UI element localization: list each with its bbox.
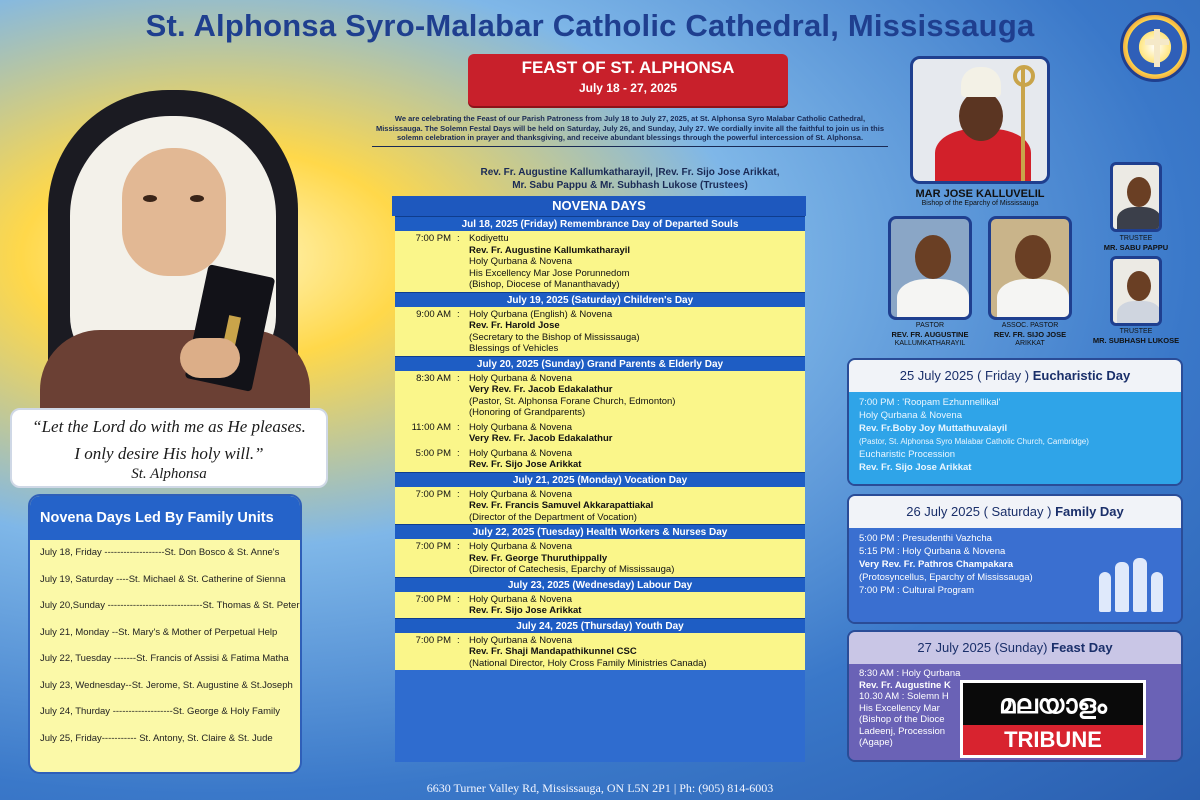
family-icon [1133,558,1147,612]
panel-line: Rev. Fr. Augustine K [859,679,951,691]
panel-line: 5:15 PM : Holy Qurbana & Novena [859,546,1006,557]
event-time: 8:30 AM [416,372,451,384]
event-line: Blessings of Vehicles [469,343,559,354]
panel-line: (Protosyncellus, Eparchy of Mississauga) [859,572,1033,583]
time-separator: : [457,541,460,552]
assoc-caption [970,321,1090,348]
assoc-pastor-photo [988,216,1072,320]
panel-label: Feast Day [1051,640,1113,655]
novena-day-body [395,307,805,356]
event-line: Holy Qurbana & Novena [469,372,572,384]
panel-line: His Excellency Mar [859,702,940,714]
family-units-header: Novena Days Led By Family Units [30,496,300,540]
panel-line: Ladeenj, Procession [859,725,946,737]
novena-event [395,541,805,576]
event-time: 5:00 PM [415,447,451,459]
tribune-name: TRIBUNE [963,725,1143,755]
event-time: 7:00 PM [415,541,451,552]
head [1015,235,1051,279]
time-separator: : [457,447,460,459]
event-details [469,489,805,524]
mitre [961,67,1001,97]
head [959,91,1003,141]
clergy-line-2: Mr. Sabu Pappu & Mr. Subhash Lukose (Trustees) [512,180,748,191]
panel-line: (Pastor, St. Alphonsa Syro Malabar Catholic Church, Cambridge) [859,437,1089,446]
family-units-panel [28,494,302,774]
malayalam-tribune-watermark [960,680,1146,758]
novena-day-body [395,592,805,618]
novena-event [395,594,805,617]
novena-event [395,448,805,471]
family-unit-row: July 19, Saturday ----St. Michael & St. Catherine of Sienna [40,573,286,585]
event-line: Holy Qurbana & Novena [469,541,572,552]
event-details [469,373,805,419]
cassock [997,279,1069,320]
event-details [469,448,805,471]
event-line: (Secretary to the Bishop of Mississauga) [469,331,640,343]
event-line: Rev. Fr. Augustine Kallumkatharayil [469,244,631,256]
bishop-caption [880,188,1080,207]
novena-header: NOVENA DAYS [392,196,806,216]
panel-body [849,528,1181,624]
panel-label: Eucharistic Day [1032,368,1131,383]
panel-date: 25 July 2025 ( Friday ) [899,368,1030,383]
assoc-role: ASSOC. PASTOR [1001,322,1059,329]
family-unit-row: July 24, Thurday -------------------St. George & Holy Family [40,706,280,717]
panel-line: (Bishop of the Dioce [859,714,945,725]
event-time: 7:00 PM [415,634,451,646]
event-line: Holy Qurbana & Novena [469,421,572,433]
event-details [469,233,805,291]
shirt [1117,207,1161,232]
family-icon [1151,572,1163,612]
novena-day-header: July 19, 2025 (Saturday) Children's Day [395,292,805,307]
event-line: Rev. Fr. Francis Samuvel Akkarapattiakal [469,500,654,511]
shirt [1117,301,1161,326]
family-day-panel [847,494,1183,624]
pastor-photo [888,216,972,320]
event-line: Very Rev. Fr. Jacob Edakalathur [469,384,613,395]
trustee2-caption [1076,327,1196,345]
event-line: Holy Qurbana & Novena [469,488,572,500]
clergy-line-1: Rev. Fr. Augustine Kallumkatharayil, |Rev. Fr. Sijo Jose Arikkat, [480,167,780,178]
time-separator: : [457,372,460,384]
quote-line: I only desire His holy will.” [74,444,264,463]
eye [190,195,204,202]
time-separator: : [457,421,460,433]
event-line: Rev. Fr. Sijo Jose Arikkat [469,459,582,470]
event-line: (Honoring of Grandparents) [469,407,586,418]
time-separator: : [457,634,460,646]
novena-day-header: July 24, 2025 (Thursday) Youth Day [395,618,805,633]
trustee2-role: TRUSTEE [1119,328,1153,335]
family-unit-row: July 21, Monday --St. Mary's & Mother of Perpetual Help [40,626,278,638]
novena-event [395,309,805,355]
hand [180,338,240,378]
panel-line: Rev. Fr.Boby Joy Muttathuvalayil [859,423,1008,434]
panel-line: 7:00 PM : Cultural Program [859,585,975,596]
pastor-name: REV. FR. AUGUSTINE [891,330,969,339]
panel-line: 5:00 PM : Presudenthi Vazhcha [859,533,992,544]
intro-text: We are celebrating the Feast of our Parish Patroness from July 18 to July 27, 2025, at St. Alphonsa Syro Malabar Catholic Cathedral, Mississauga. The Solemn Festal Days will be held on Saturday, July 26, and Sunday, July 27. We cordially invite all the faithful to join us in this solemn celebration in prayer and thanksgiving, and receive abundant blessings through the powerful intercession of St. Alphonsa. [372,114,888,147]
novena-day-body [395,231,805,292]
family-unit-row: July 18, Friday -------------------St. Don Bosco & St. Anne's [40,547,280,558]
panel-date: 27 July 2025 (Sunday) [917,640,1048,655]
novena-day-header: July 20, 2025 (Sunday) Grand Parents & Elderly Day [395,356,805,371]
novena-day-header: July 22, 2025 (Tuesday) Health Workers & Nurses Day [395,524,805,539]
crozier-head [1013,65,1035,87]
event-line: His Excellency Mar Jose Porunnedom [469,267,630,279]
time-separator: : [457,233,460,244]
panel-header [849,360,1181,392]
event-line: Holy Qurbana & Novena [469,256,572,267]
event-time: 7:00 PM [415,488,451,500]
panel-line: (Agape) [859,737,893,748]
novena-event [395,373,805,419]
novena-schedule [395,216,805,762]
footer-address: 6630 Turner Valley Rd, Mississauga, ON L5N 2P1 | Ph: (905) 814-6003 [426,781,774,795]
quote-author: St. Alphonsa [131,466,207,482]
event-line: Kodiyettu [469,233,509,244]
pastor-surname: KALLUMKATHARAYIL [894,340,966,347]
event-line: Rev. Fr. Harold Jose [469,320,560,331]
panel-header [849,496,1181,528]
event-line: Rev. Fr. Shaji Mandapathikunnel CSC [469,646,637,657]
event-line: Holy Qurbana & Novena [469,447,572,459]
panel-date: 26 July 2025 ( Saturday ) [906,504,1052,519]
panel-line: Eucharistic Procession [859,449,956,460]
event-line: Rev. Fr. Sijo Jose Arikkat [469,605,582,616]
event-line: Holy Qurbana (English) & Novena [469,308,613,320]
event-details [469,594,805,617]
event-time: 7:00 PM [415,233,451,244]
logo-cross-icon [1154,29,1160,67]
panel-line: 8:30 AM : Holy Qurbana [859,668,961,679]
panel-body [849,392,1181,486]
eucharistic-day-panel [847,358,1183,486]
novena-day-body [395,371,805,472]
event-time: 11:00 AM [411,421,451,433]
novena-day-header: Jul 18, 2025 (Friday) Remembrance Day of Departed Souls [395,216,805,231]
novena-event [395,635,805,670]
panel-label: Family Day [1055,504,1124,519]
bishop-photo [910,56,1050,184]
trustee-photo [1110,162,1162,232]
event-line: (National Director, Holy Cross Family Ministries Canada) [469,657,707,669]
novena-event [395,422,805,445]
eye [143,195,157,202]
head [1127,271,1151,301]
novena-event [395,489,805,524]
feast-title: FEAST OF ST. ALPHONSA [521,58,735,77]
event-details [469,422,805,445]
panel-header [849,632,1181,664]
novena-day-header: July 21, 2025 (Monday) Vocation Day [395,472,805,487]
event-line: (Pastor, St. Alphonsa Forane Church, Edmonton) [469,395,676,407]
time-separator: : [457,593,460,605]
cassock [897,279,969,320]
trustee1-role: TRUSTEE [1119,235,1153,242]
event-line: (Director of the Department of Vocation) [469,511,637,523]
panel-line: Holy Qurbana & Novena [859,410,962,421]
novena-day-header: July 23, 2025 (Wednesday) Labour Day [395,577,805,592]
time-separator: : [457,488,460,500]
family-unit-row: July 25, Friday----------- St. Antony, St. Claire & St. Jude [40,732,273,744]
novena-day-body [395,633,805,671]
panel-line: 10.30 AM : Solemn H [859,691,949,702]
panel-line: Very Rev. Fr. Pathros Champakara [859,559,1014,570]
family-unit-row: July 22, Tuesday -------St. Francis of Assisi & Fatima Matha [40,653,289,664]
bishop-name: MAR JOSE KALLUVELIL [915,188,1045,200]
face [122,148,226,276]
event-line: Very Rev. Fr. Jacob Edakalathur [469,433,613,444]
bishop-role: Bishop of the Eparchy of Mississauga [921,200,1039,207]
pastor-role: PASTOR [915,322,945,329]
head [915,235,951,279]
novena-day-body [395,539,805,577]
trustee1-name: MR. SABU PAPPU [1103,243,1169,252]
cathedral-logo [1120,12,1190,82]
event-details [469,635,805,670]
panel-line: 7:00 PM : 'Roopam Ezhunnellikal' [859,397,1001,408]
family-unit-row: July 23, Wednesday--St. Jerome, St. Augustine & St.Joseph [40,679,293,691]
tribune-malayalam: മലയാളം [963,683,1143,725]
family-icon [1099,572,1111,612]
trustee-photo [1110,256,1162,326]
event-time: 7:00 PM [415,593,451,605]
event-line: Holy Qurbana & Novena [469,634,572,646]
family-icon [1115,562,1129,612]
event-line: (Bishop, Diocese of Mananthavady) [469,279,620,290]
assoc-surname: ARIKKAT [1015,340,1045,347]
quote-line: “Let the Lord do with me as He pleases. [32,417,306,436]
novena-day-body [395,487,805,525]
assoc-name: REV. FR. SIJO JOSE [993,330,1067,339]
trustee1-caption [1086,234,1186,252]
st-alphonsa-image [30,80,320,420]
event-time: 9:00 AM [416,308,451,320]
event-details [469,541,805,576]
logo-cross-bar [1145,39,1169,45]
event-details [469,309,805,355]
page-title: St. Alphonsa Syro-Malabar Catholic Cathedral, Mississauga [145,8,1035,43]
trustee2-name: MR. SUBHASH LUKOSE [1092,336,1180,345]
quote-box [10,408,328,488]
panel-line: Rev. Fr. Sijo Jose Arikkat [859,462,972,473]
novena-event [395,233,805,291]
feast-banner [468,54,788,106]
clergy-line [372,166,888,192]
event-line: Holy Qurbana & Novena [469,593,572,605]
family-unit-row: July 20,Sunday ------------------------------St. Thomas & St. Peter [40,600,300,611]
event-line: Rev. Fr. George Thuruthippally [469,552,608,564]
head [1127,177,1151,207]
time-separator: : [457,308,460,320]
feast-dates: July 18 - 27, 2025 [578,81,678,95]
event-line: (Director of Catechesis, Eparchy of Mississauga) [469,564,675,575]
